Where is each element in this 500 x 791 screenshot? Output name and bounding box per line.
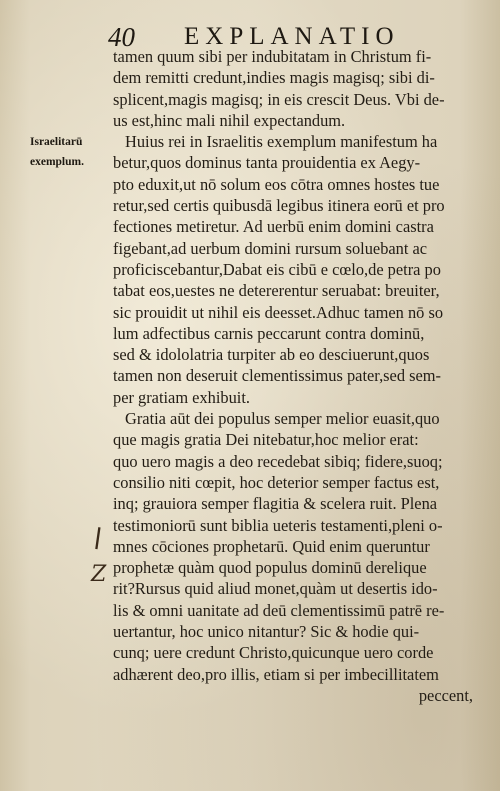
text-line: betur,quos dominus tanta prouidentia ex Aegy-: [113, 153, 421, 173]
text-line: quo uero magis a deo recedebat sibiq; fidere,suoq;: [113, 451, 443, 471]
page-number: 40: [108, 22, 135, 52]
text-line: uertantur, hoc unico nitantur? Sic & hodie qui-: [113, 622, 420, 642]
margin-note-line: Israelitarū: [30, 136, 83, 148]
text-line: inq; grauiora semper flagitia & scelera ruit. Plena: [113, 494, 438, 514]
margin-note: [30, 132, 114, 172]
handwritten-mark: |: [92, 523, 104, 551]
catchword: peccent,: [418, 685, 473, 705]
text-line: dem remitti credunt,indies magis magisq; sibi di-: [113, 68, 435, 88]
text-line: que magis gratia Dei nitebatur,hoc melior erat:: [113, 430, 419, 450]
text-line: splicent,magis magisq; in eis crescit Deus. Vbi de-: [113, 89, 445, 109]
text-line: Gratia aūt dei populus semper melior euasit,quo: [125, 409, 440, 429]
text-line: sed & idololatria turpiter ab eo desciuerunt,quos: [113, 345, 430, 365]
text-line: figebant,ad uerbum domini rursum soluebant ac: [113, 238, 428, 258]
running-head: EXPLANATIO: [184, 23, 400, 50]
margin-note-line: exemplum.: [30, 156, 84, 168]
text-line: tamen non deseruit clementissimus pater,sed sem-: [113, 366, 441, 386]
text-line: per gratiam exhibuit.: [113, 387, 250, 407]
text-line: sic prouidit ut nihil eis deesset.Adhuc tamen nō so: [113, 302, 444, 322]
text-line: fectiones metiretur. Ad uerbū enim domini castra: [113, 217, 434, 237]
text-line: mnes cōciones prophetarū. Quid enim queruntur: [113, 536, 430, 556]
text-line: rit?Rursus quid aliud monet,quàm ut desertis ido-: [113, 579, 438, 599]
text-line: lis & omni uanitate ad deū clementissimū patrē re-: [113, 600, 445, 620]
text-line: adhærent deo,pro illis, etiam si per imbecillitatem: [113, 664, 439, 684]
text-line: tabat eos,uestes ne detererentur seruabat: breuiter,: [113, 281, 440, 301]
text-line: lum adfectibus carnis peccarunt contra dominū,: [113, 323, 425, 343]
text-line: cunq; uere credunt Christo,quicunque uero corde: [113, 643, 434, 663]
text-line: us est,hinc mali nihil expectandum.: [113, 110, 346, 130]
text-line: consilio niti cœpit, hoc deterior semper factus est,: [113, 472, 440, 492]
handwritten-mark: Z: [91, 562, 107, 587]
text-line: Huius rei in Israelitis exemplum manifestum ha: [125, 132, 438, 152]
text-line: tamen quum sibi per indubitatam in Christum fi-: [113, 47, 432, 66]
text-line: pto eduxit,ut nō solum eos cōtra omnes hostes tue: [113, 174, 440, 194]
text-line: proficiscebantur,Dabat eis cibū e cœlo,de petra po: [113, 259, 441, 279]
text-line: retur,sed certis quibusdā legibus itinera eorū et pro: [113, 196, 445, 216]
text-block: [113, 46, 485, 706]
text-line: prophetæ quàm quod populus dominū derelique: [113, 558, 427, 578]
text-line: testimoniorū sunt biblia ueteris testamenti,pleni o-: [113, 515, 443, 535]
